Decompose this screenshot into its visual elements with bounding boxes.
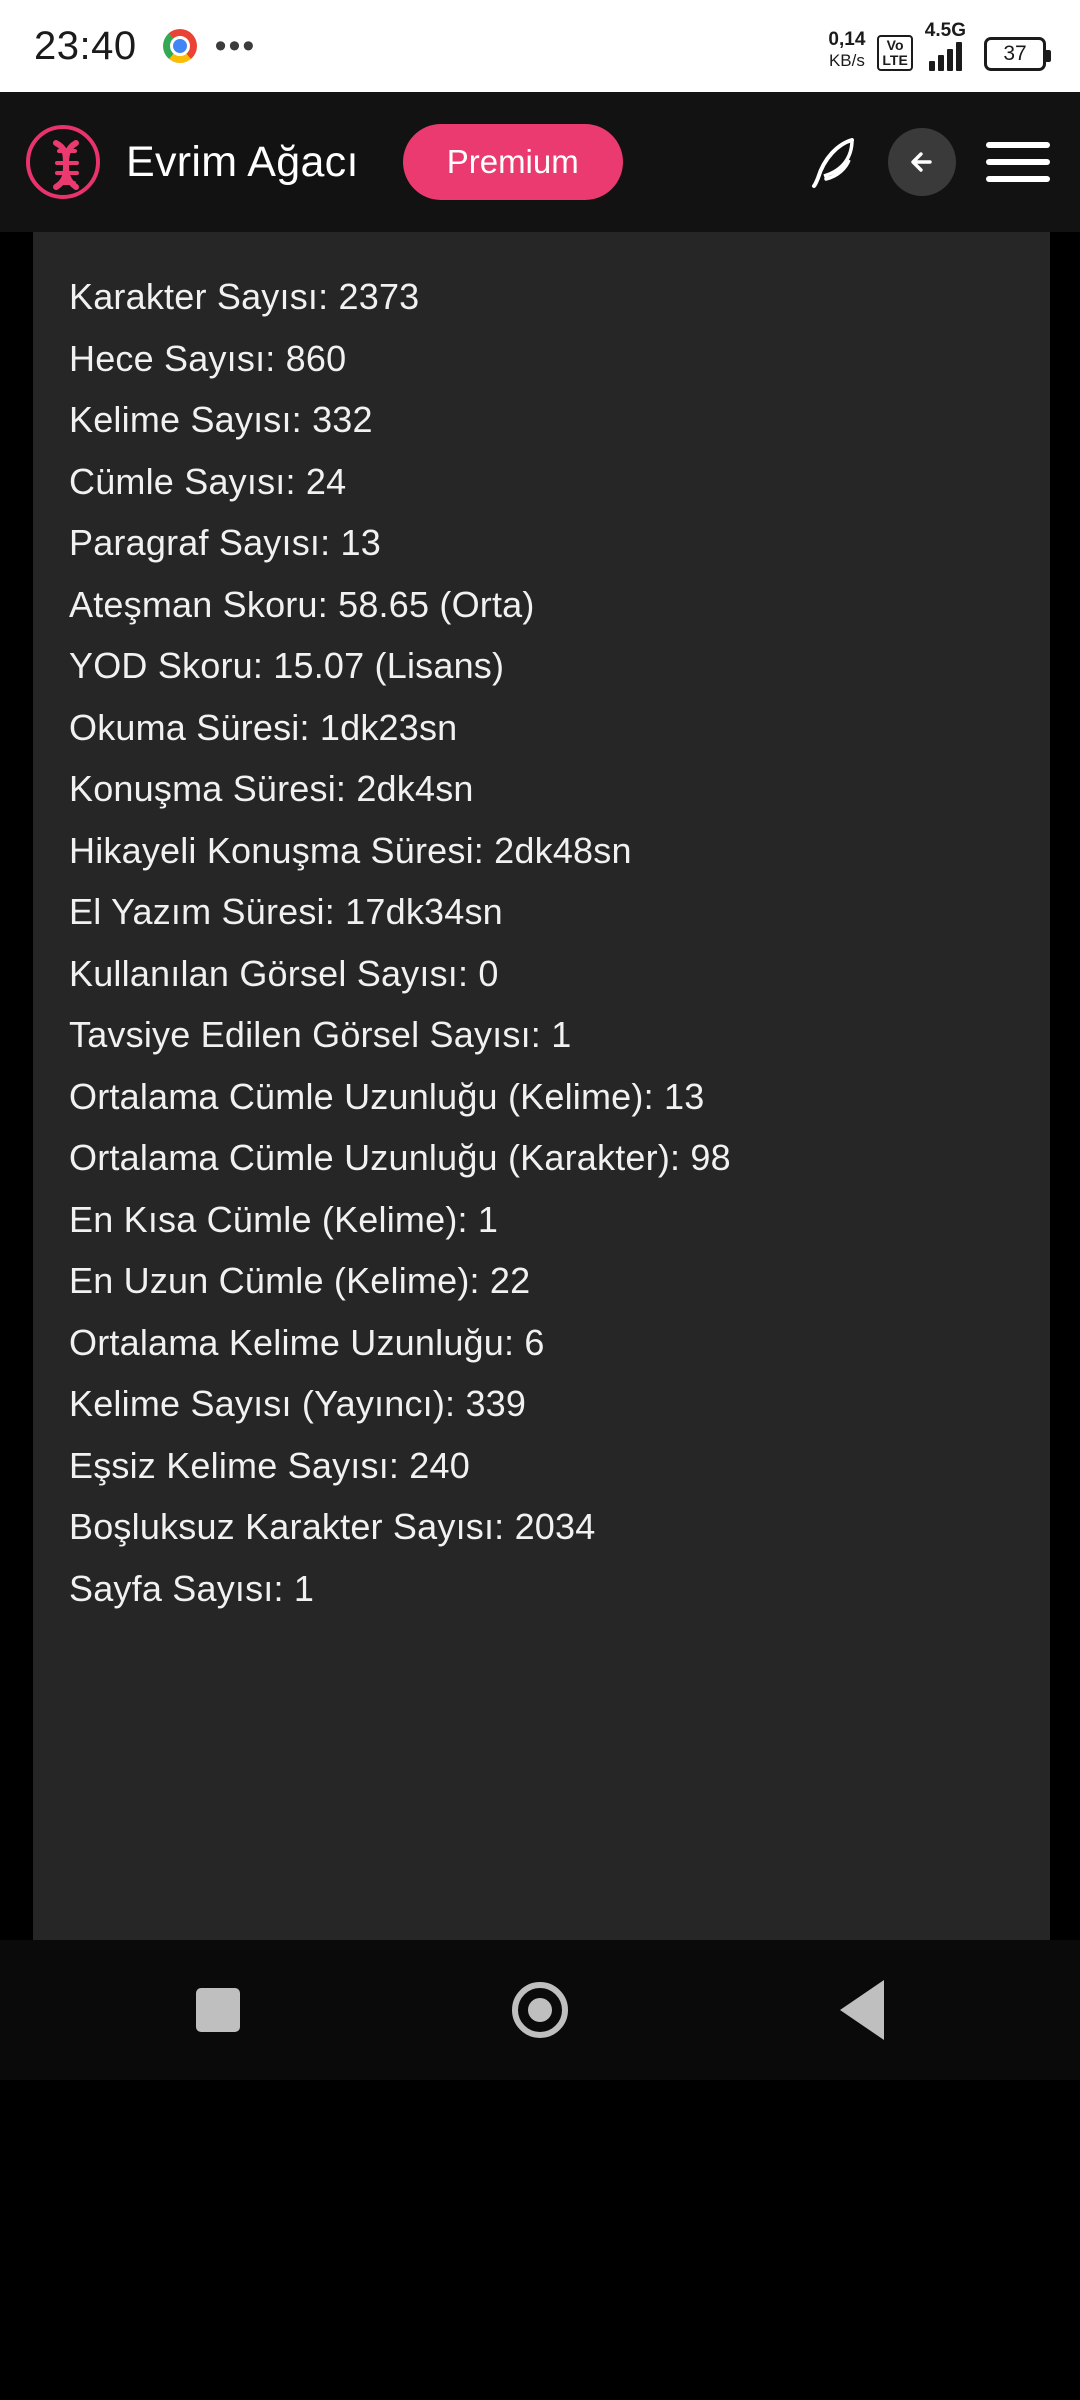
stat-line: Ortalama Cümle Uzunluğu (Kelime): 13 [69, 1075, 705, 1117]
stat-line: YOD Skoru: 15.07 (Lisans) [69, 645, 505, 686]
stat-line: Eşsiz Kelime Sayısı: 240 [69, 1444, 470, 1486]
stat-line: Ortalama Kelime Uzunluğu: 6 [69, 1321, 545, 1363]
network-speed-value: 0,14 [828, 29, 866, 50]
stat-line: Tavsiye Edilen Görsel Sayısı: 1 [69, 1014, 572, 1055]
network-speed-unit: KB/s [828, 51, 865, 70]
page-body [0, 232, 1080, 1940]
stat-line: Okuma Süresi: 1dk23sn [69, 706, 458, 748]
battery-level-label: 37 [1003, 42, 1027, 65]
premium-button[interactable]: Premium [403, 124, 623, 200]
signal-indicator [925, 21, 966, 71]
status-clock: 23:40 [34, 23, 137, 68]
stat-line: Kelime Sayısı (Yayıncı): 339 [69, 1383, 527, 1424]
feather-icon[interactable] [802, 130, 866, 194]
arrow-left-icon [902, 142, 942, 182]
stat-line: Cümle Sayısı: 24 [69, 460, 347, 502]
stat-line: En Uzun Cümle (Kelime): 22 [69, 1260, 531, 1301]
back-button[interactable] [888, 128, 956, 196]
network-speed-indicator [828, 29, 865, 71]
stat-line: En Kısa Cümle (Kelime): 1 [69, 1198, 499, 1240]
volte-icon: Vo LTE [877, 35, 912, 71]
more-dots-icon: ••• [214, 27, 257, 65]
stat-line: Hece Sayısı: 860 [69, 337, 347, 379]
signal-bars-icon [929, 41, 962, 71]
dna-logo-icon[interactable] [26, 125, 100, 199]
stat-line: Sayfa Sayısı: 1 [69, 1567, 315, 1609]
stat-line: El Yazım Süresi: 17dk34sn [69, 891, 503, 932]
stat-line: Ortalama Cümle Uzunluğu (Karakter): 98 [69, 1137, 731, 1178]
circle-home-icon[interactable] [512, 1982, 568, 2038]
status-notification-icons [163, 29, 257, 63]
hamburger-menu-icon[interactable] [986, 142, 1050, 182]
square-recents-icon[interactable] [196, 1988, 240, 2032]
stat-line: Kelime Sayısı: 332 [69, 399, 373, 440]
stat-line: Boşluksuz Karakter Sayısı: 2034 [69, 1506, 596, 1547]
stat-line: Karakter Sayısı: 2373 [69, 276, 420, 317]
stat-line: Paragraf Sayısı: 13 [69, 522, 381, 563]
status-system-icons [828, 21, 1046, 71]
brand-title: Evrim Ağacı [126, 137, 359, 186]
text-statistics-card [33, 232, 1050, 1940]
stat-line: Konuşma Süresi: 2dk4sn [69, 768, 474, 809]
chrome-icon [163, 29, 197, 63]
app-header [0, 92, 1080, 232]
network-generation-label: 4.5G [924, 20, 966, 41]
system-navigation-bar [0, 1940, 1080, 2080]
status-bar [0, 0, 1080, 92]
triangle-back-icon[interactable] [840, 1980, 884, 2040]
stat-line: Kullanılan Görsel Sayısı: 0 [69, 952, 499, 994]
stat-line: Ateşman Skoru: 58.65 (Orta) [69, 583, 535, 625]
battery-icon [984, 37, 1046, 71]
stat-line: Hikayeli Konuşma Süresi: 2dk48sn [69, 829, 632, 871]
